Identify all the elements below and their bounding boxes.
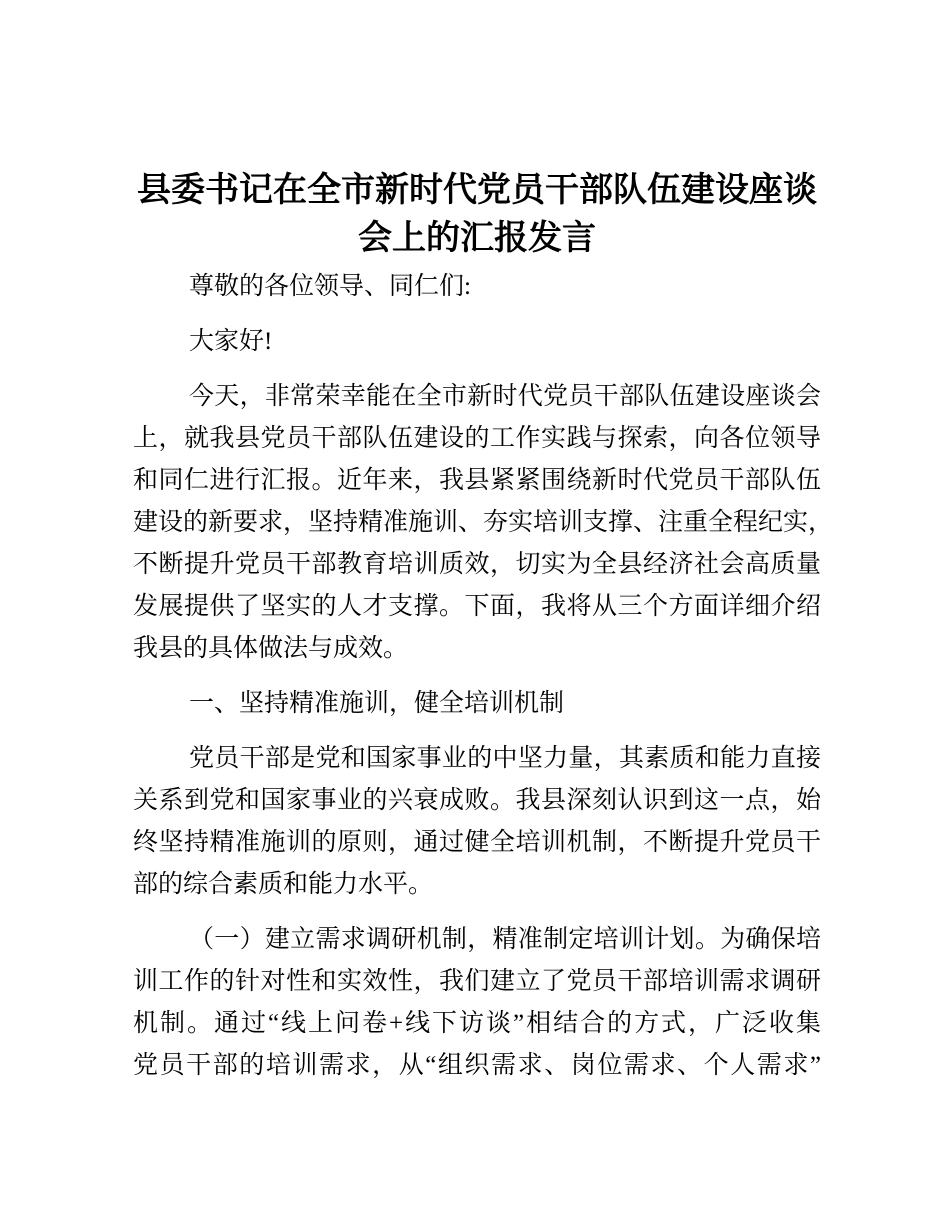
paragraph [133,376,834,670]
text-line: 党员干部是党和国家事业的中坚力量，其素质和能力直接 [189,745,821,772]
paragraph [133,919,821,1087]
text-line: 党员干部的培训需求，从“组织需求、岗位需求、个人需求” [133,1052,821,1079]
text-line: 大家好! [189,328,273,355]
document-body [133,266,834,1087]
document-title-line-2: 会上的汇报发言 [358,219,596,257]
text-line: （一）建立需求调研机制，精准制定培训计划。为确保培 [189,926,821,953]
text-line: 今天，非常荣幸能在全市新时代党员干部队伍建设座谈会 [189,383,821,410]
paragraph [133,321,821,363]
text-line: 我县的具体做法与成效。 [133,635,409,662]
text-line: 一、坚持精准施训，健全培训机制 [189,690,565,717]
paragraph [133,738,821,906]
text-line: 关系到党和国家事业的兴衰成败。我县深刻认识到这一点，始 [133,787,821,814]
document-title [133,166,821,262]
document-title-line-1: 县委书记在全市新时代党员干部队伍建设座谈 [137,171,817,209]
text-line: 建设的新要求，坚持精准施训、夯实培训支撑、注重全程纪实， [133,509,834,536]
text-line: 部的综合素质和能力水平。 [133,871,434,898]
paragraph [133,266,821,308]
text-line: 机制。通过“线上问卷+线下访谈”相结合的方式，广泛收集 [133,1010,821,1037]
text-line: 尊敬的各位领导、同仁们: [189,273,471,300]
text-line: 不断提升党员干部教育培训质效，切实为全县经济社会高质量 [133,551,821,578]
text-line: 和同仁进行汇报。近年来，我县紧紧围绕新时代党员干部队伍 [133,467,821,494]
text-line: 训工作的针对性和实效性，我们建立了党员干部培训需求调研 [133,968,821,995]
text-line: 上，就我县党员干部队伍建设的工作实践与探索，向各位领导 [133,425,821,452]
text-line: 发展提供了坚实的人才支撑。下面，我将从三个方面详细介绍 [133,593,821,620]
paragraph [133,683,821,725]
text-line: 终坚持精准施训的原则，通过健全培训机制，不断提升党员干 [133,829,821,856]
